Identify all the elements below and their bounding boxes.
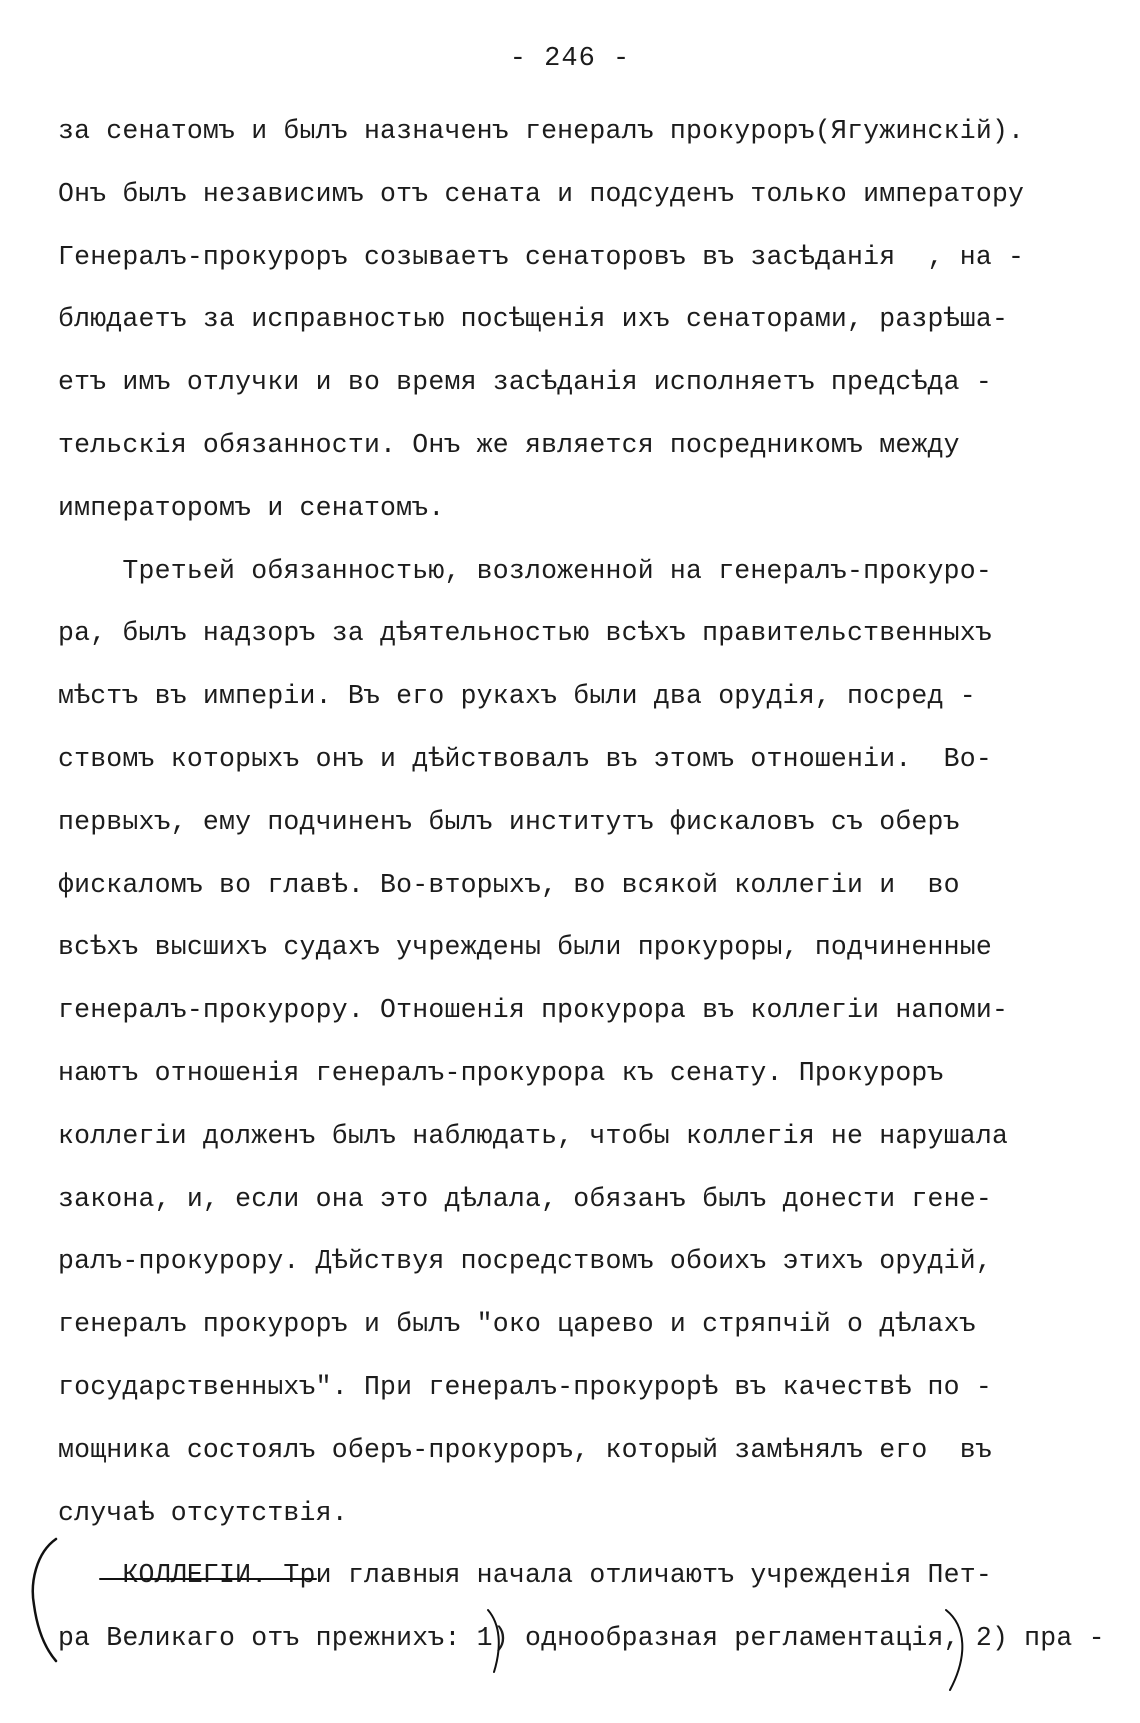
text-line-24: КОЛЛЕГІИ. Три главныя начала отличаютъ учрежденія Пет- xyxy=(58,1560,992,1591)
text-line-7: императоромъ и сенатомъ. xyxy=(58,492,445,523)
text-line-2: Онъ былъ независимъ отъ сената и подсуденъ только императору xyxy=(58,178,1025,209)
handwritten-bracket-mark xyxy=(22,1535,62,1665)
text-line-3: Генералъ-прокуроръ созываетъ сенаторовъ въ засѣданія , на - xyxy=(58,241,1025,272)
text-line-18: закона, и, если она это дѣлала, обязанъ былъ донести гене- xyxy=(58,1183,992,1214)
text-line-14: всѣхъ высшихъ судахъ учреждены были прокуроры, подчиненные xyxy=(58,932,992,963)
handwritten-parenthesis-mark xyxy=(938,1606,972,1694)
text-line-16: наютъ отношенія генералъ-прокурора къ сенату. Прокуроръ xyxy=(58,1057,944,1088)
text-line-6: тельскія обязанности. Онъ же является посредникомъ между xyxy=(58,429,960,460)
text-line-25: ра Великаго отъ прежнихъ: 1) однообразная регламентація, 2) пра - xyxy=(58,1623,1105,1654)
text-line-17: коллегіи долженъ былъ наблюдать, чтобы коллегія не нарушала xyxy=(58,1120,1009,1151)
text-line-20: генералъ прокуроръ и былъ "око царево и стряпчій о дѣлахъ xyxy=(58,1309,976,1340)
text-line-5: етъ имъ отлучки и во время засѣданія исполняетъ предсѣда - xyxy=(58,367,992,398)
text-line-4: блюдаетъ за исправностью посѣщенія ихъ сенаторами, разрѣша- xyxy=(58,304,1009,335)
text-line-13: фискаломъ во главѣ. Во-вторыхъ, во всякой коллегіи и во xyxy=(58,869,960,900)
text-line-15: генералъ-прокурору. Отношенія прокурора въ коллегіи напоми- xyxy=(58,995,1009,1026)
text-line-21: государственныхъ". При генералъ-прокурорѣ въ качествѣ по - xyxy=(58,1371,992,1402)
text-line-19: ралъ-прокурору. Дѣйствуя посредствомъ обоихъ этихъ орудій, xyxy=(58,1246,992,1277)
handwritten-underline-mark xyxy=(98,1576,318,1582)
text-line-22: мощника состоялъ оберъ-прокуроръ, который замѣнялъ его въ xyxy=(58,1434,992,1465)
text-line-11: ствомъ которыхъ онъ и дѣйствовалъ въ этомъ отношеніи. Во- xyxy=(58,743,992,774)
text-line-1: за сенатомъ и былъ назначенъ генералъ прокуроръ(Ягужинскій). xyxy=(58,116,1025,146)
text-line-9: ра, былъ надзоръ за дѣятельностью всѣхъ правительственныхъ xyxy=(58,618,992,649)
text-line-10: мѣстъ въ имперіи. Въ его рукахъ были два орудія, посред - xyxy=(58,681,976,712)
text-line-23: случаѣ отсутствія. xyxy=(58,1497,348,1528)
handwritten-parenthesis-mark xyxy=(484,1606,506,1676)
page-number: - 246 - xyxy=(509,44,631,74)
text-line-12: первыхъ, ему подчиненъ былъ институтъ фискаловъ съ оберъ xyxy=(58,806,960,837)
body-text xyxy=(58,100,1118,1670)
text-line-8: Третьей обязанностью, возложенной на генералъ-прокуро- xyxy=(58,555,992,586)
